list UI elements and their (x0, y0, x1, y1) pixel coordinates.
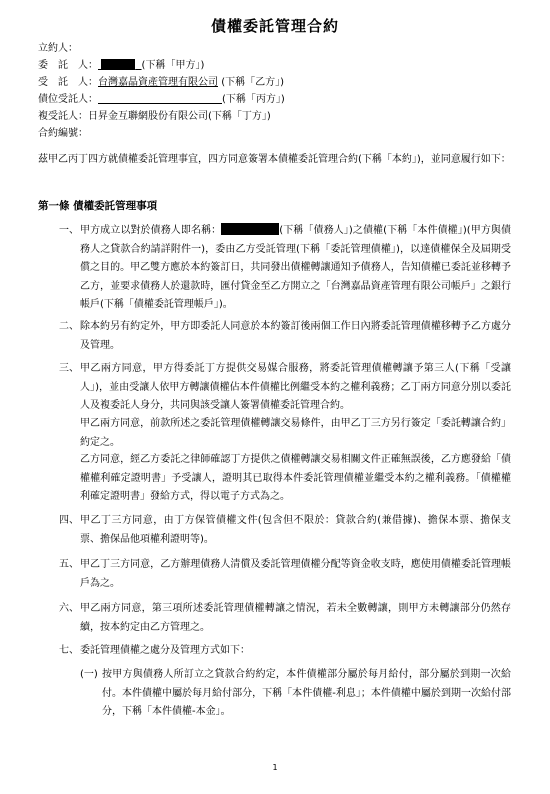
subclause-number: (一) (80, 669, 98, 680)
clause-number: 四、 (59, 515, 79, 526)
clause-4: 甲乙丁三方同意，由丁方保管債權文件(包含但不限於：貸款合約(兼借據)、擔保本票、擔保支票、擔保品他項權利證明等)。 (80, 515, 511, 545)
redaction-block (221, 223, 279, 235)
guarantor-line (38, 93, 285, 106)
clause-number: 五、 (59, 559, 79, 570)
clause-3-para-2: 甲乙兩方同意，前款所述之委託管理債權轉讓交易條件，由甲乙丁三方另行簽定「委託轉讓合約」約定之。 (80, 418, 511, 448)
second-trustee-line (38, 110, 271, 123)
subclause-1: 按甲方與債務人所訂立之貸款合約約定，本件債權部分屬於每月給付，部分屬於到期一次給付。本件債權中屬於每月給付部分，下稱「本件債權-利息」；本件債權中屬於到期一次給付部分，下稱「本件債權-本金」。 (102, 669, 511, 717)
principal-label: 委 託 人： (38, 60, 98, 71)
clause-3: 甲乙兩方同意，甲方得委託丁方提供交易媒合服務，將委託管理債權轉讓予第三人(下稱「受讓人」)，並由受讓人依甲方轉讓債權佔本件債權比例繼受本約之權利義務；乙丁兩方同意分別以委託人及複委託人身分，共同與該受讓人簽署債權委託管理合約。 (80, 363, 511, 411)
clause-number: 一、 (59, 225, 79, 236)
principal-suffix: (下稱「甲方」) (141, 60, 205, 71)
redaction-block (101, 59, 135, 70)
guarantor-suffix: (下稱「丙方」) (222, 94, 285, 105)
document-title: 債權委託管理合約 (210, 17, 339, 35)
clause-1: 甲方成立以對於債務人即名稱： (下稱「債務人」)之債權(下稱「本件債權」)(甲方與債務人之貸款合約請詳附件一)，委由乙方受託管理(下稱「委託管理債權」)，以達債權保全及屆期受償之目的。甲乙雙方應於本約簽訂日，共同發出債權轉讓通知予債務人，告知債權已委託並移轉予乙方，並要求債務人於還款時，匯付貸金至乙方開立之「台灣嘉晶資產管理有限公司帳戶」之銀行帳戶(下稱「債權委託管理帳戶」)。 (80, 225, 512, 310)
second-trustee-label: 複受託人： (38, 111, 88, 122)
clause-number: 三、 (59, 363, 79, 374)
trustee-line (38, 76, 284, 89)
second-trustee-suffix: (下稱「丁方」) (208, 111, 271, 122)
clause-3-para-3: 乙方同意，經乙方委託之律師確認丁方提供之債權轉讓交易相關文件正確無誤後，乙方應發給「債權權利確定證明書」予受讓人，證明其已取得本件委託管理債權並繼受本約之權利義務。「債權權利確定證明書」發給方式，得以電子方式為之。 (80, 454, 511, 502)
clause-number: 二、 (59, 321, 79, 332)
clause-7: 委託管理債權之處分及管理方式如下： (80, 645, 250, 656)
guarantor-label: 債位受託人： (38, 94, 98, 105)
trustee-name: 台灣嘉晶資產管理有限公司 (98, 77, 218, 88)
principal-line (38, 59, 204, 72)
clause-6: 甲乙兩方同意，第三項所述委託管理債權轉讓之情況，若未全數轉讓，則甲方未轉讓部分仍然存續，按本約定由乙方管理之。 (80, 603, 511, 633)
parties-header: 立約人： (38, 43, 78, 54)
clause-5: 甲乙丁三方同意，乙方辦理債務人清償及委託管理債權分配等資金收支時，應使用債權委託管理帳戶為之。 (80, 559, 511, 589)
page-number: 1 (272, 763, 278, 772)
contract-number-label: 合約編號： (38, 128, 88, 139)
clause-number: 六、 (59, 603, 79, 614)
clause-2: 除本約另有約定外，甲方即委託人同意於本約簽訂後兩個工作日內將委託管理債權移轉予乙方處分及管理。 (80, 321, 511, 351)
clause-number: 七、 (59, 645, 79, 656)
trustee-label: 受 託 人： (38, 77, 98, 88)
trustee-suffix: (下稱「乙方」) (221, 77, 284, 88)
article-heading: 第一條 債權委託管理事項 (38, 200, 158, 212)
blank-line (98, 93, 222, 104)
second-trustee-name: 日昇金互聯網股份有限公司 (88, 111, 208, 122)
preamble: 茲甲乙丙丁四方就債權委託管理事宜，四方同意簽署本債權委託管理合約(下稱「本約」)，並同意履行如下： (38, 154, 511, 165)
